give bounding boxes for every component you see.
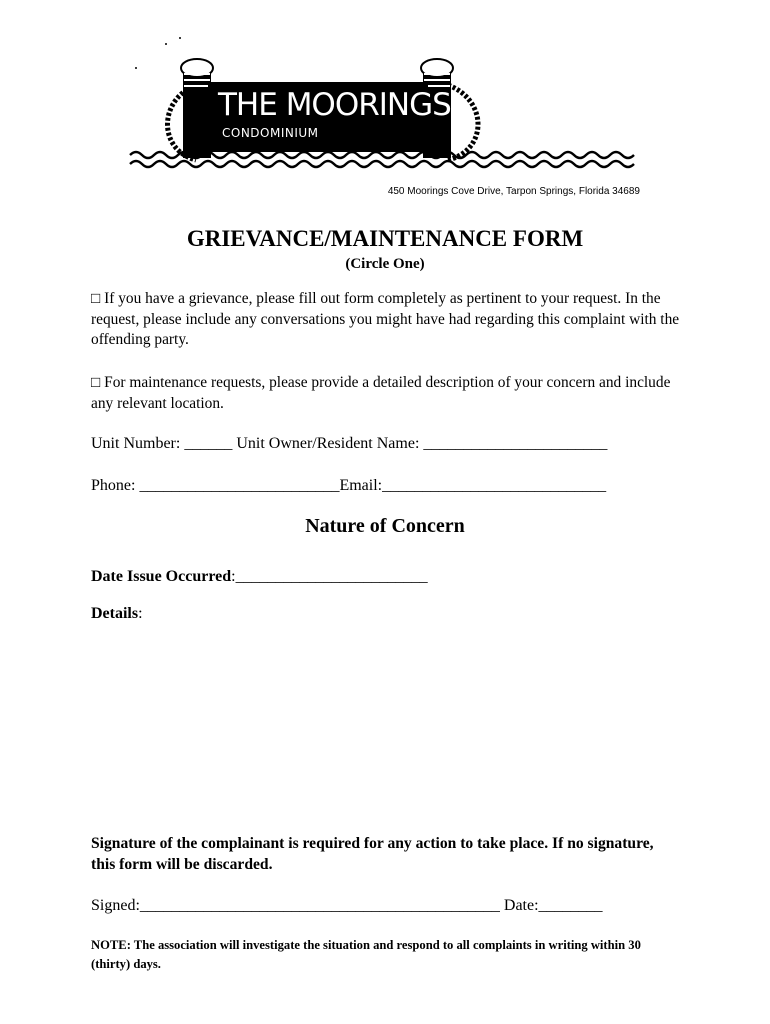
date-issue-row (91, 568, 428, 586)
note: NOTE: The association will investigate the situation and respond to all complaints in writing within 30 (thirty) days. (91, 938, 641, 971)
nature-of-concern-heading: Nature of Concern (305, 515, 465, 537)
unit-owner-line[interactable]: Unit Number: ______ Unit Owner/Resident Name: _______________________ (91, 435, 608, 452)
grievance-option-text[interactable]: □ If you have a grievance, please fill out form completely as pertinent to your request. In the request, please include any conversations you might have had regarding this complaint with the offending party. (91, 290, 680, 348)
signed-date-line[interactable]: Signed:_____________________________________________ Date:________ (91, 897, 603, 914)
logo-title: THE MOORINGS (218, 87, 451, 123)
details-area[interactable] (91, 630, 681, 820)
phone-email-line[interactable]: Phone: _________________________Email:____________________________ (91, 477, 607, 494)
moorings-logo (118, 30, 648, 190)
form-subtitle: (Circle One) (345, 256, 425, 272)
details-colon: : (138, 605, 143, 622)
details-row (91, 605, 143, 623)
date-issue-field[interactable]: :________________________ (231, 568, 428, 585)
date-issue-label: Date Issue Occurred (91, 568, 232, 585)
details-label: Details (91, 605, 139, 622)
maintenance-option-text[interactable]: □ For maintenance requests, please provide a detailed description of your concern and include any relevant location. (91, 374, 671, 412)
logo-subtitle: CONDOMINIUM (222, 126, 319, 140)
signature-requirement: Signature of the complainant is required for any action to take place. If no signature, this form will be discarded. (91, 835, 654, 873)
form-title: GRIEVANCE/MAINTENANCE FORM (186, 226, 584, 251)
address: 450 Moorings Cove Drive, Tarpon Springs, Florida 34689 (387, 186, 640, 197)
